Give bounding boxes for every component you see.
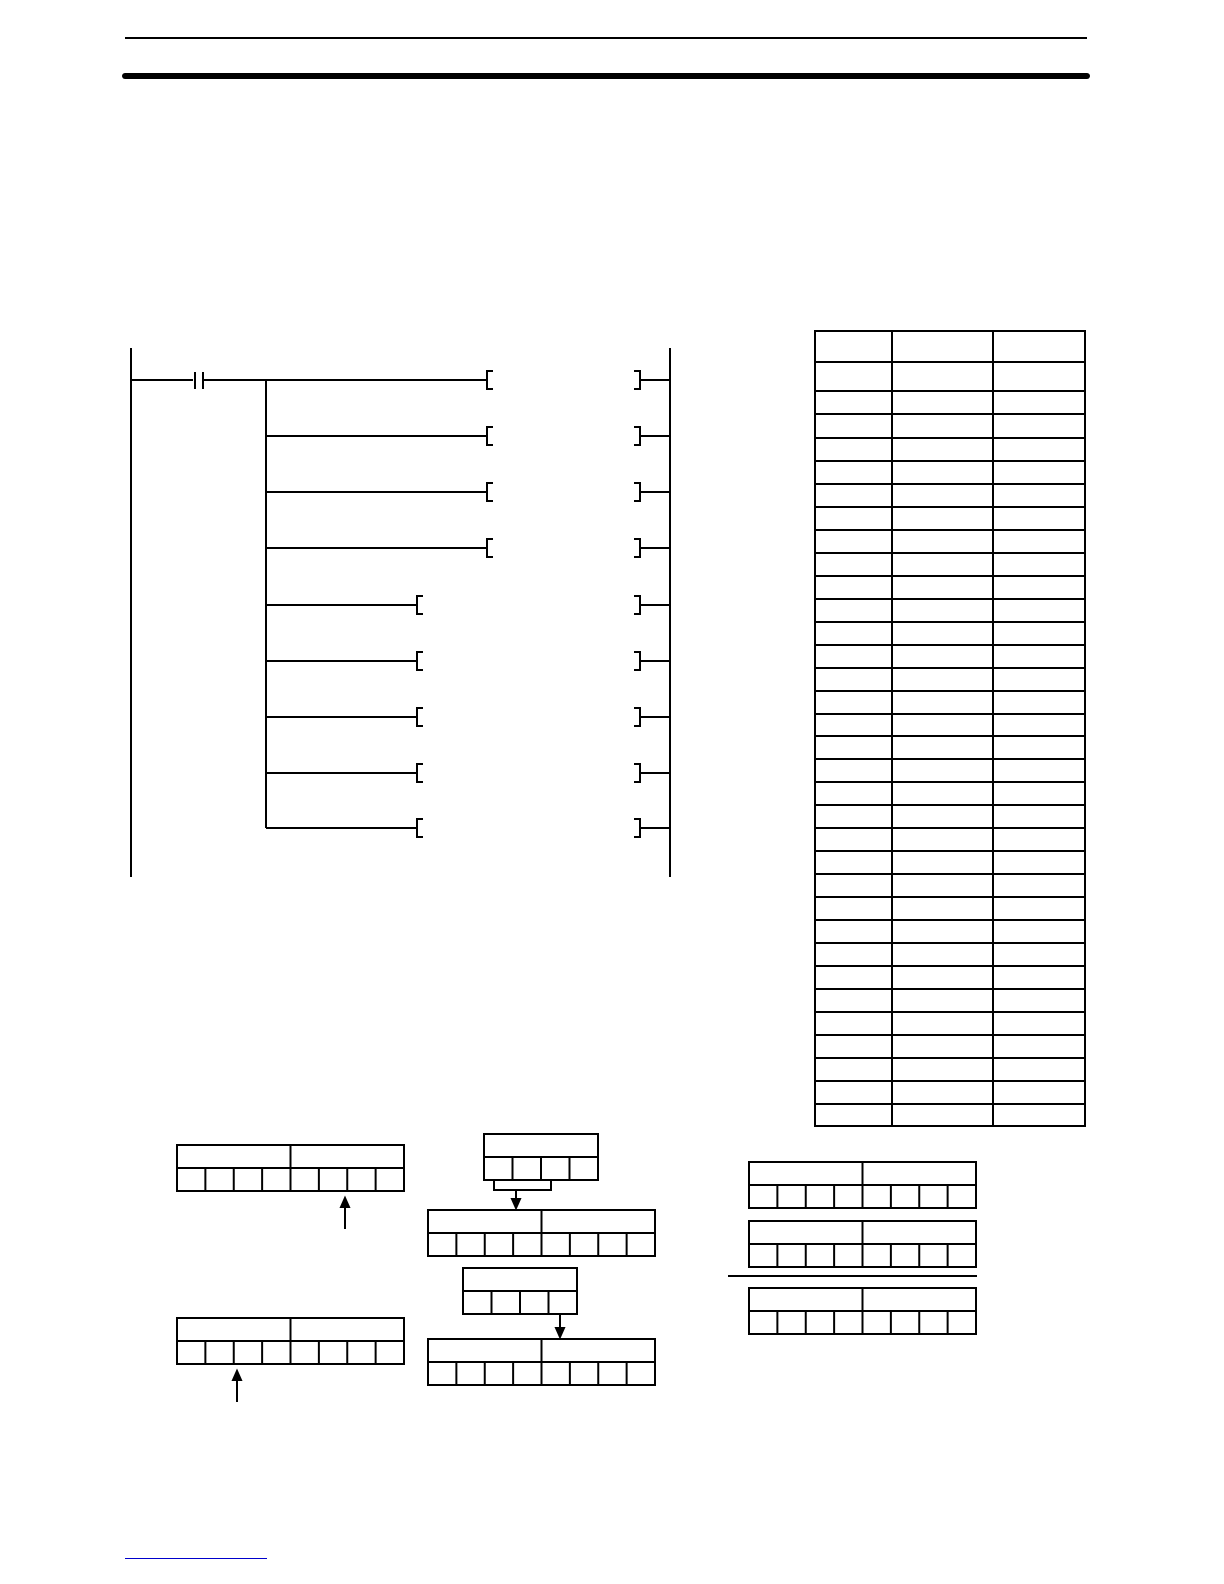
arrow-head (512, 1199, 520, 1208)
instruction-bracket-left (417, 764, 423, 782)
data-table (815, 331, 1085, 1126)
digit-group-top (484, 1134, 598, 1180)
digit-group-bottom (463, 1268, 577, 1314)
instruction-bracket-right (634, 652, 640, 670)
instruction-bracket-left (487, 427, 493, 445)
instruction-bracket-left (487, 539, 493, 557)
result-word-bottom (428, 1339, 655, 1385)
result-word (749, 1288, 976, 1334)
instruction-bracket-right (634, 371, 640, 389)
instruction-bracket-left (487, 371, 493, 389)
pointer-arrow-up (233, 1371, 241, 1402)
instruction-bracket-right (634, 427, 640, 445)
pointer-arrow-up (341, 1198, 349, 1229)
instruction-bracket-left (417, 596, 423, 614)
instruction-bracket-right (634, 708, 640, 726)
instruction-bracket-left (487, 483, 493, 501)
ladder-diagram (131, 348, 670, 877)
arrow-head (233, 1371, 241, 1380)
transfer-arrow-down (512, 1190, 520, 1208)
instruction-bracket-right (634, 764, 640, 782)
instruction-bracket-right (634, 819, 640, 837)
register-diagrams (177, 1134, 977, 1402)
source-word-bottom (177, 1318, 404, 1364)
instruction-bracket-left (417, 708, 423, 726)
operand-word-1 (749, 1162, 976, 1208)
instruction-bracket-right (634, 539, 640, 557)
instruction-bracket-right (634, 483, 640, 501)
instruction-bracket-right (634, 596, 640, 614)
instruction-bracket-left (417, 819, 423, 837)
result-word-top (428, 1210, 655, 1256)
transfer-arrow-down (556, 1314, 564, 1337)
source-word-top (177, 1145, 404, 1191)
footer-link-underline[interactable] (125, 1558, 267, 1559)
digit-bracket (494, 1180, 551, 1190)
arrow-head (556, 1328, 564, 1337)
operand-word-2 (749, 1221, 976, 1267)
arrow-head (341, 1198, 349, 1207)
instruction-bracket-left (417, 652, 423, 670)
table-border (815, 331, 1085, 1126)
